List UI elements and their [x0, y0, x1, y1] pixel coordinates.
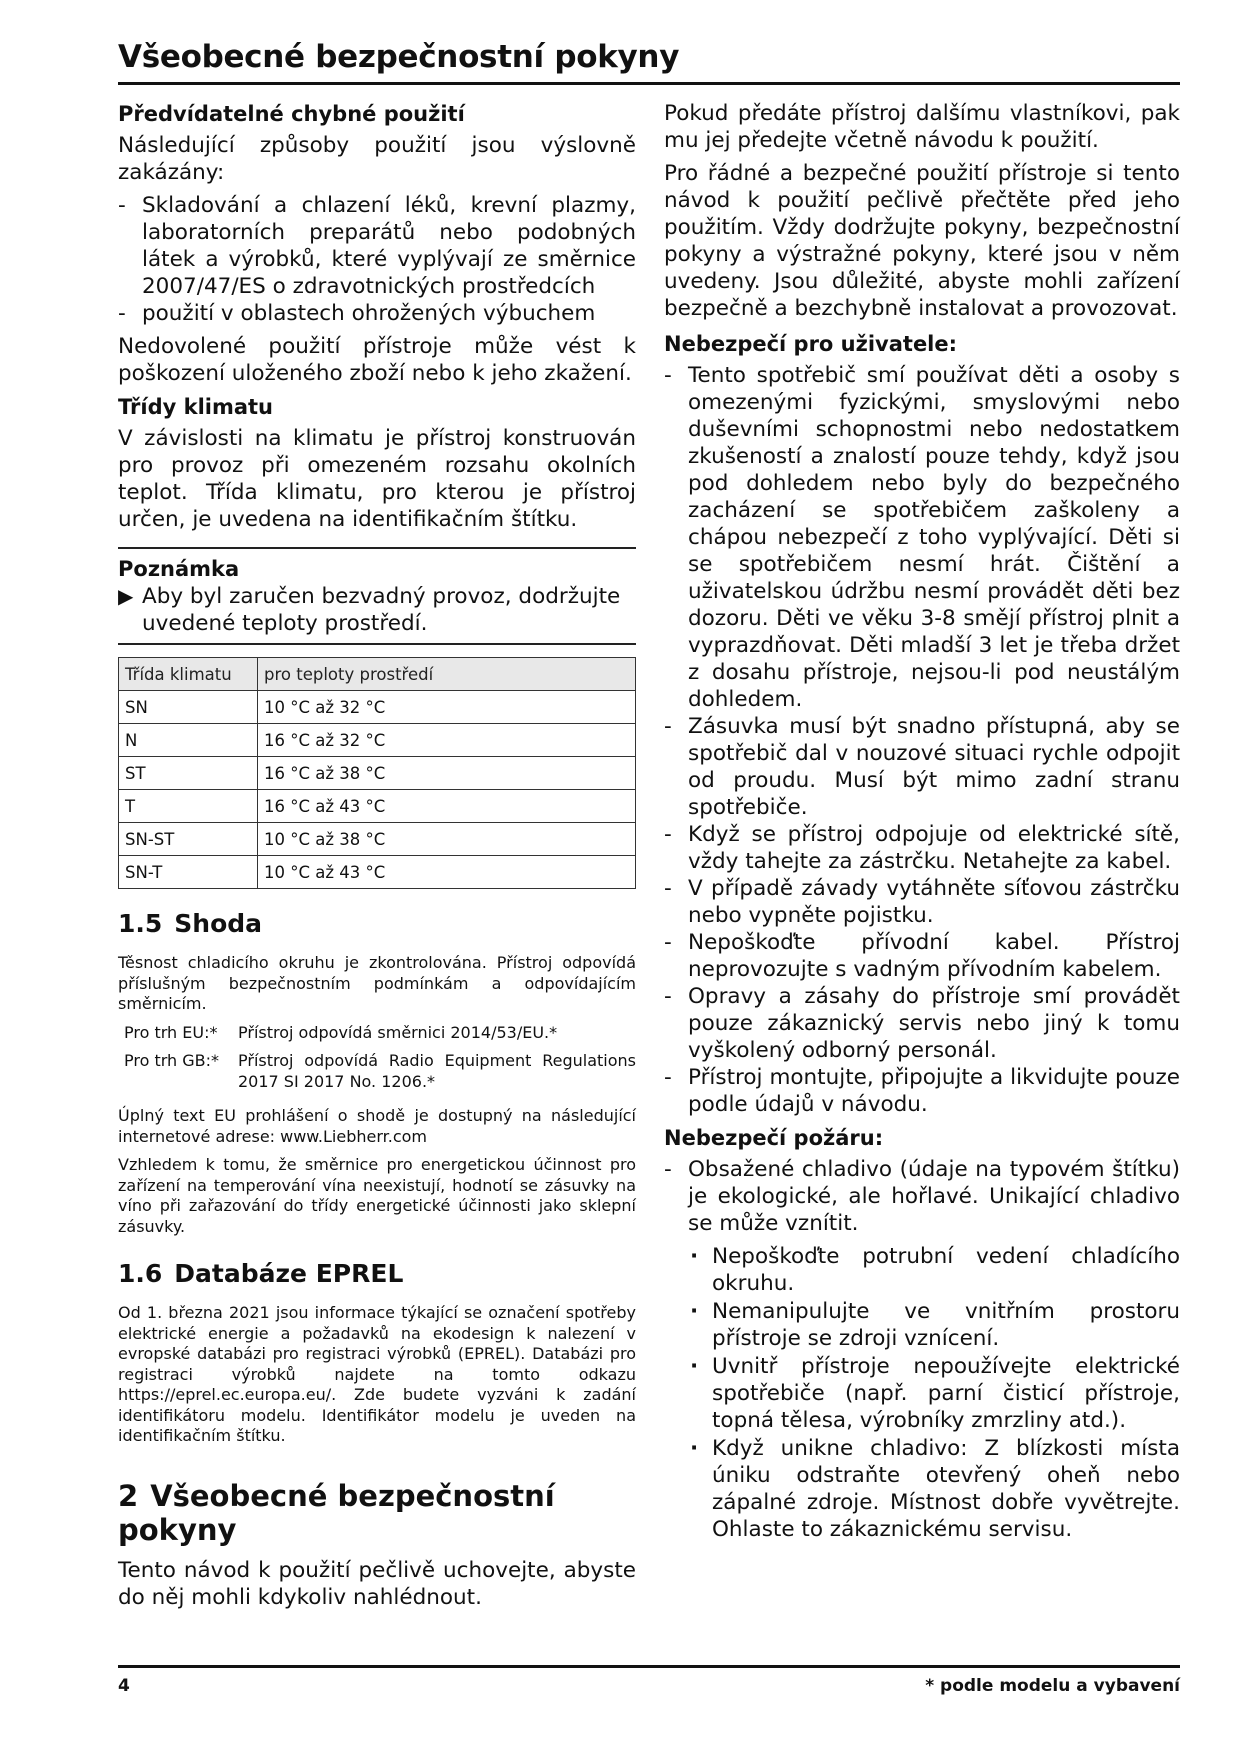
climate-class-table: [118, 657, 636, 889]
list-item: - V případě závady vytáhněte síťovou zástrčku nebo vypněte pojistku.: [664, 876, 1180, 928]
sub-list-item: · Nepoškoďte potrubní vedení chladícího okruhu.: [690, 1244, 1180, 1296]
list-item: - Tento spotřebič smí používat děti a osoby s omezenými fyzickými, smyslovými nebo duševními schopnostmi nebo nedostatkem zkušeností a znalostí pouze tehdy, když jsou pod dohledem nebo byly do bezpečného zacházení se spotřebičem zaškoleny a chápou nebezpečí z toho vyplývající. Děti si se spotřebičem nesmí hrát. Čištění a uživatelskou údržbu nesmí provádět děti bez dozoru. Děti ve věku 3-8 smějí přístroj plnit a vyprazdňovat. Děti mladší 3 let je třeba držet z dosahu přístroje, nejsou-li pod neustálým dohledem.: [664, 363, 1180, 712]
user-danger-heading: Nebezpečí pro uživatele:: [664, 332, 958, 356]
list-item: - Nepoškoďte přívodní kabel. Přístroj neprovozujte s vadným přívodním kabelem.: [664, 930, 1180, 982]
handover-text: Pokud předáte přístroj dalšímu vlastníkovi, pak mu jej předejte včetně návodu k použití.: [664, 101, 1180, 153]
fire-danger-sublist: [664, 1243, 1180, 1543]
dash-marker: -: [664, 1157, 672, 1182]
dash-marker: -: [664, 1065, 672, 1090]
page-number: 4: [118, 1676, 130, 1696]
dash-marker: -: [664, 930, 672, 955]
sub-list-item: · Uvnitř přístroje nepoužívejte elektrické spotřebiče (např. parní čisticí přístroje, topná tělesa, výrobníky zmrzliny atd.).: [690, 1354, 1180, 1433]
section-heading-eprel: 1.6 Databáze EPREL: [118, 1259, 404, 1288]
dash-marker: -: [664, 363, 672, 388]
section-heading-safety: 2 Všeobecné bezpečnostní pokyny: [118, 1478, 555, 1547]
list-item: - Přístroj montujte, připojujte a likvidujte pouze podle údajů v návodu.: [664, 1065, 1180, 1117]
table-row: ST 16 °C až 38 °C: [119, 757, 636, 790]
left-column: [118, 100, 636, 1617]
table-row: N 16 °C až 32 °C: [119, 724, 636, 757]
climate-text: V závislosti na klimatu je přístroj konstruován pro provoz při omezeném rozsahu okolních teplot. Třída klimatu, pro kterou je přístroj určen, je uvedena na identifikačním štítku.: [118, 426, 636, 532]
dash-marker: -: [664, 714, 672, 739]
fire-danger-list: [664, 1156, 1180, 1237]
bullet-dot-icon: ·: [690, 1436, 699, 1461]
footer-note: * podle modelu a vybavení: [925, 1676, 1180, 1696]
right-column: [664, 100, 1180, 1544]
declaration-text: Úplný text EU prohlášení o shodě je dostupný na následující internetové adrese: www.Liebherr.com: [118, 1106, 636, 1146]
note-title: Poznámka: [118, 557, 240, 581]
dash-marker: -: [664, 984, 672, 1009]
column-header: Třída klimatu: [119, 658, 258, 691]
section-heading-conformity: 1.5 Shoda: [118, 909, 263, 938]
eprel-text: Od 1. března 2021 jsou informace týkající se označení spotřeby elektrické energie a požadavků na ekodesign k nalezení v evropské databázi pro registraci výrobků (EPREL). Databázi pro registraci výrobků najdete na tomto odkazu https://eprel.ec.europa.eu/. Zde budete vyzváni k zadání identifikátoru modelu. Identifikátor modelu je uveden na identifikačním štítku.: [118, 1303, 636, 1445]
list-item: - Obsažené chladivo (údaje na typovém štítku) je ekologické, ale hořlavé. Unikající chladivo se může vznítit.: [664, 1157, 1180, 1236]
page-header: [118, 38, 1180, 85]
sub-list-item: · Když unikne chladivo: Z blízkosti místa úniku odstraňte otevřený oheň nebo zápalné zdroje. Místnost dobře vyvětrejte. Ohlaste to zákaznickému servisu.: [690, 1436, 1180, 1542]
table-row: SN-T 10 °C až 43 °C: [119, 856, 636, 889]
list-item: - Opravy a zásahy do přístroje smí provádět pouze zákaznický servis nebo jiný k tomu vyškolený odborný personál.: [664, 984, 1180, 1063]
list-item: - Skladování a chlazení léků, krevní plazmy, laboratorních preparátů nebo podobných látek a výrobků, které vyplývají ze směrnice 2007/47/ES o zdravotnických prostředcích: [118, 193, 636, 299]
misuse-outro: Nedovolené použití přístroje může vést k poškození uloženého zboží nebo k jeho zkažení.: [118, 334, 636, 386]
energy-text: Vzhledem k tomu, že směrnice pro energetickou účinnost pro zařízení na temperování vína neexistují, hodnotí se zásuvky na víno při zařazování do třídy energetické účinnosti jako sklepní zásuvky.: [118, 1155, 636, 1236]
climate-heading: Třídy klimatu: [118, 395, 274, 419]
page-title: Všeobecné bezpečnostní pokyny: [118, 39, 680, 75]
table-row: SN 10 °C až 32 °C: [119, 691, 636, 724]
misuse-list: [118, 192, 636, 327]
bullet-dot-icon: ·: [690, 1244, 699, 1269]
table-header-row: [119, 658, 636, 691]
note-box: [118, 547, 636, 645]
list-item: - Když se přístroj odpojuje od elektrické sítě, vždy tahejte za zástrčku. Netahejte za kabel.: [664, 822, 1180, 874]
table-row: T 16 °C až 43 °C: [119, 790, 636, 823]
conformity-text: Těsnost chladicího okruhu je zkontrolována. Přístroj odpovídá příslušným bezpečnostním podmínkám a odpovídajícím směrnicím.: [118, 953, 636, 1013]
table-row: SN-ST 10 °C až 38 °C: [119, 823, 636, 856]
reading-text: Pro řádné a bezpečné použití přístroje si tento návod k použití pečlivě přečtěte před jeho použitím. Vždy dodržujte pokyny, bezpečnostní pokyny a výstražné pokyny, které jsou v něm uvedeny. Jsou důležité, abyste mohli zařízení bezpečně a bezchybně instalovat a provozovat.: [664, 161, 1180, 321]
safety-intro: Tento návod k použití pečlivě uchovejte, abyste do něj mohli kdykoliv nahlédnout.: [118, 1557, 636, 1610]
page-footer: [118, 1665, 1180, 1696]
dash-marker: -: [118, 193, 126, 218]
bullet-dot-icon: ·: [690, 1299, 699, 1324]
note-instruction: ▶ Aby byl zaručen bezvadný provoz, dodržujte uvedené teploty prostředí.: [118, 584, 621, 636]
dash-marker: -: [664, 822, 672, 847]
misuse-heading: Předvídatelné chybné použití: [118, 102, 465, 126]
list-item: - Zásuvka musí být snadno přístupná, aby se spotřebič dal v nouzové situaci rychle odpojit od proudu. Musí být mimo zadní stranu spotřebiče.: [664, 714, 1180, 820]
fire-danger-heading: Nebezpečí požáru:: [664, 1126, 884, 1150]
list-item: - použití v oblastech ohrožených výbuchem: [118, 301, 596, 326]
bullet-dot-icon: ·: [690, 1354, 699, 1379]
misuse-intro: Následující způsoby použití jsou výslovně zakázány:: [118, 133, 636, 185]
market-row-eu: Pro trh EU:* Přístroj odpovídá směrnici 2014/53/EU.*: [124, 1022, 558, 1042]
dash-marker: -: [118, 301, 126, 326]
arrow-right-icon: ▶: [118, 584, 134, 608]
sub-list-item: · Nemanipulujte ve vnitřním prostoru přístroje se zdroji vznícení.: [690, 1299, 1180, 1351]
column-header: pro teploty prostředí: [258, 658, 636, 691]
dash-marker: -: [664, 876, 672, 901]
market-row-gb: Pro trh GB:* Přístroj odpovídá Radio Equipment Regulations 2017 SI 2017 No. 1206.*: [124, 1051, 636, 1091]
user-danger-list: [664, 362, 1180, 1118]
